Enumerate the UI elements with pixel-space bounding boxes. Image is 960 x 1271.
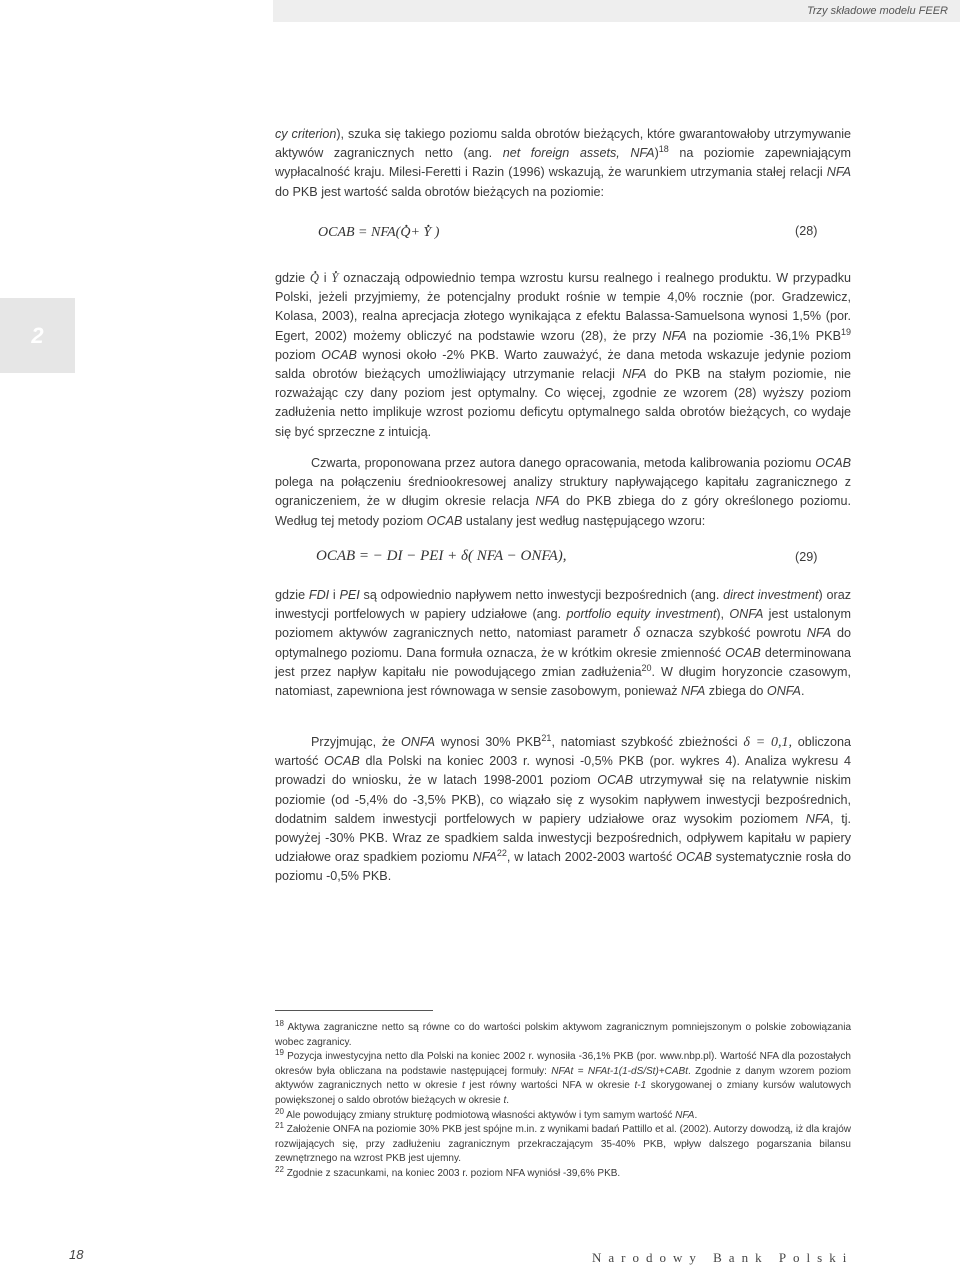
footnote-ref-21[interactable]: 21 — [541, 733, 552, 743]
page-number: 18 — [69, 1247, 84, 1262]
footnote-20: $^{20}$ Ale powodujący zmiany strukturę podmiotową własności aktywów i tym samym wartość NFA. — [275, 1106, 698, 1121]
footnote-ref-18[interactable]: 18 — [658, 144, 669, 155]
paragraph-3: Czwarta, proponowana przez autora danego opracowania, metoda kalibrowania poziomu OCAB polega na połączeniu średniookresowej analizy struktury napływającego kapitału zagranicznego z ograniczeniem, że w długim okresie relacja NFA do PKB zbiega do z góry określonego poziomu. Według tej metody poziom OCAB ustalany jest według następującego wzoru: — [275, 456, 851, 528]
footnote-ref-22[interactable]: 22 — [496, 848, 507, 859]
footnote-18: $^{18}$ Aktywa zagraniczne netto są równe co do wartości polskim aktywom zagranicznym pomniejszonym o polskie zobowiązania wobec zagranicy. — [275, 1019, 851, 1048]
footnote-22: $^{22}$ Zgodnie z szacunkami, na koniec 2003 r. poziom NFA wyniósł -39,6% PKB. — [275, 1164, 621, 1179]
footnote-divider — [275, 1010, 433, 1011]
paragraph-5: Przyjmując, że ONFA wynosi 30% PKB$^{21}$, natomiast szybkość zbieżności δ = 0,1, obliczona wartość OCAB dla Polski na koniec 2003 r. wynosi -0,5% PKB (por. wykres 4). Analiza wykresu 4 prowadzi do wniosku, że w latach 1998-2001 poziom OCAB utrzymywał się na relatywnie niskim poziomie (od -5,4% do -3,5% PKB), co wiązało się z wysokim napływem inwestycji bezpośrednich, dodatnim saldem inwestycji portfelowych w papiery udziałowe oraz wysokim poziomem NFA, tj. powyżej -30% PKB. Wraz ze spadkiem salda inwestycji bezpośrednich, odpływem kapitału w papiery udziałowe oraz spadkiem poziomu NFA$^{22}$, w latach 2002-2003 wartość OCAB systematycznie rosła do poziomu -0,5% PKB. — [275, 733, 851, 884]
footnote-19: $^{19}$ Pozycja inwestycyjna netto dla Polski na koniec 2002 r. wynosiła -36,1% PKB (por. www.nbp.pl). Wartość NFA dla pozostałych okresów była obliczana na podstawie następującej formuły: NFAt = NFAt-1(1-dS/St)+CABt. Zgodnie z danym wzorem poziom aktywów zagranicznych netto w okresie t jest równy wartości NFA w okresie t-1 skorygowanej o zmiany kursów walutowych powiększonej o saldo obrotów bieżących w okresie t. — [275, 1048, 852, 1106]
paragraph-1: cy criterion), szuka się takiego poziomu salda obrotów bieżących, które gwarantowałoby utrzymywanie aktywów zagranicznych netto (ang. net foreign assets, NFA)$^{18}$ na poziomie zapewniającym wypłacalność kraju. Milesi-Feretti i Razin (1996) wskazują, że warunkiem utrzymania stałej relacji NFA do PKB jest wartość salda obrotów bieżących na poziomie: — [275, 127, 851, 199]
footnote-ref-19[interactable]: 19 — [840, 326, 851, 337]
equation-29: OCAB = − DI − PEI + δ( NFA − ONFA), — [316, 548, 567, 564]
footnote-21: $^{21}$ Założenie ONFA na poziomie 30% PKB jest spójne m.in. z wynikami badań Pattillo et al. (2002). Autorzy dowodzą, iż dla krajów rozwijających się, przy zadłużeniu zagranicznym przekraczającym 35-40% PKB, wpływ dalszego pogarszania bilansu zewnętrznego na wzrost PKB jest ujemny. — [275, 1121, 851, 1165]
footnote-ref-20[interactable]: 20 — [641, 662, 652, 673]
running-header: Trzy składowe modelu FEER — [806, 5, 948, 17]
equation-28-number: (28) — [795, 224, 818, 238]
running-header-bar — [273, 0, 960, 22]
publisher-name: Narodowy Bank Polski — [592, 1250, 854, 1265]
equation-29-number: (29) — [795, 550, 818, 564]
chapter-tab — [0, 298, 75, 373]
paragraph-4: gdzie FDI i PEI są odpowiednio napływem netto inwestycji bezpośrednich (ang. direct investment) oraz inwestycji portfelowych w papiery udziałowe (ang. portfolio equity investment), ONFA jest ustalonym poziomem aktywów zagranicznych netto, natomiast parametr δ oznacza szybkość powrotu NFA do optymalnego poziomu. Dana formuła oznacza, że w krótkim okresie zmienność OCAB determinowana jest przez napływ kapitału nie powodującego zmian zadłużenia$^{20}$. W długim horyzoncie czasowym, natomiast, zapewniona jest równowaga w sensie zasobowym, ponieważ NFA zbiega do ONFA. — [275, 588, 851, 699]
chapter-number: 2 — [31, 323, 44, 348]
paragraph-2: gdzie . Q i . Y oznaczają odpowiednio tempa wzrostu kursu realnego i realnego produktu. W przypadku Polski, jeżeli przyjmiemy, że potencjalny produkt rośnie w tempie 4,0% rocznie (por. Gradzewicz, Kolasa, 2003), realna aprecjacja złotego wynikająca z efektu Balassa-Samuelsona wynosi 1,5% (por. Egert, 2002) możemy obliczyć na podstawie wzoru (28), że przy NFA na poziomie -36,1% PKB$^{19}$ poziom OCAB wynosi około -2% PKB. Warto zauważyć, że dana metoda wskazuje jedynie poziom salda obrotów bieżących umożliwiający utrzymanie relacji NFA do PKB na stałym poziomie, nie rozważając czy dany poziom jest optymalny. Co więcej, zgodnie ze wzorem (28) wyższy poziom zadłużenia netto implikuje wzrost poziomu deficytu optymalnego salda obrotów bieżących, co wydaje się być sprzeczne z intuicją. — [275, 269, 851, 442]
footnotes — [275, 1021, 851, 1182]
equation-28: OCAB = NFA(. Q+ . Y ) — [318, 225, 439, 241]
